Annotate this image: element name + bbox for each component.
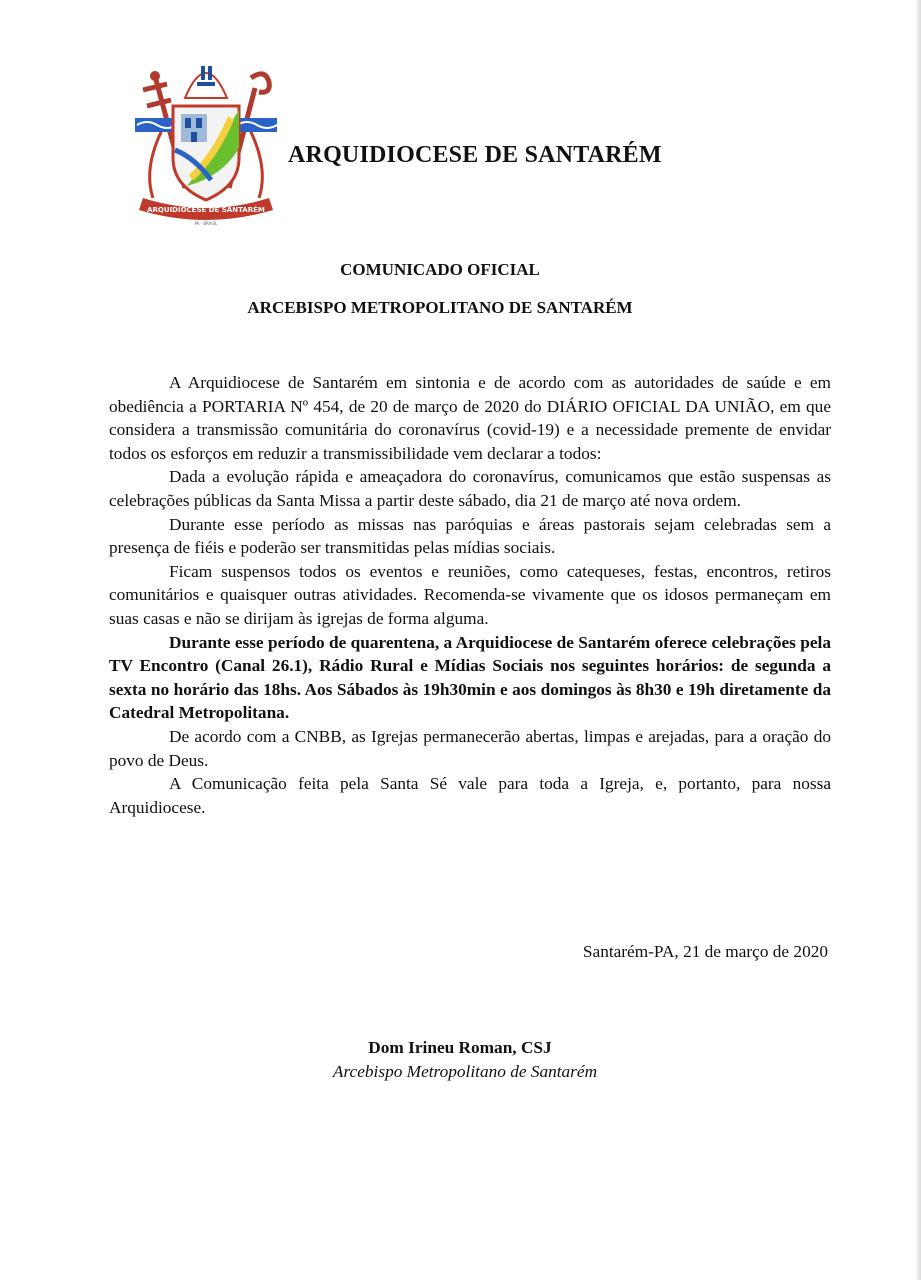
paragraph: Ficam suspensos todos os eventos e reuniões, como catequeses, festas, encontros, retiros comunitários e quaisquer outras atividades. Recomenda-se vivamente que os idosos permaneçam em suas casas e não se dirijam às igrejas de forma alguma. (109, 561, 831, 628)
svg-text:ARQUIDIOCESE DE SANTARÉM: ARQUIDIOCESE DE SANTARÉM (147, 206, 265, 214)
signature-title: Arcebispo Metropolitano de Santarém (332, 1062, 598, 1081)
document-title: COMUNICADO OFICIAL (340, 260, 540, 279)
svg-text:PA · BRASIL: PA · BRASIL (194, 221, 218, 226)
document-body (109, 371, 831, 819)
document-subtitle: ARCEBISPO METROPOLITANO DE SANTARÉM (247, 298, 633, 317)
paragraph: Dada a evolução rápida e ameaçadora do coronavírus, comunicamos que estão suspensas as celebrações públicas da Santa Missa a partir deste sábado, dia 21 de março até nova ordem. (109, 467, 831, 510)
paragraph: Durante esse período as missas nas paróquias e áreas pastorais sejam celebradas sem a presença de fiéis e poderão ser transmitidas pelas mídias sociais. (109, 514, 831, 558)
date-line: Santarém-PA, 21 de março de 2020 (582, 942, 828, 961)
paragraph: A Comunicação feita pela Santa Sé vale para toda a Igreja, e, portanto, para nossa Arquidiocese. (109, 774, 831, 817)
organization-name: ARQUIDIOCESE DE SANTARÉM (288, 142, 662, 168)
page-edge-shadow (915, 0, 921, 1280)
paragraph-highlight-schedule: Durante esse período de quarentena, a Arquidiocese de Santarém oferece celebrações pela TV Encontro (Canal 26.1), Rádio Rural e Mídias Sociais nos seguintes horários: de segunda a sexta no horário das 18hs. Aos Sábados às 19h30min e aos domingos às 8h30 e 19h diretamente da Catedral Metropolitana. (109, 632, 831, 723)
paragraph: A Arquidiocese de Santarém em sintonia e de acordo com as autoridades de saúde e em obediência a PORTARIA Nº 454, de 20 de março de 2020 do DIÁRIO OFICIAL DA UNIÃO, em que considera a transmissão comunitária do coronavírus (covid-19) e a necessidade premente de envidar todos os esforços em reduzir a transmissibilidade vem declarar a todos: (109, 373, 831, 463)
archdiocese-coat-of-arms-logo (133, 48, 279, 228)
paragraph: De acordo com a CNBB, as Igrejas permanecerão abertas, limpas e arejadas, para a oração do povo de Deus. (109, 726, 831, 770)
signature-name: Dom Irineu Roman, CSJ (368, 1038, 552, 1057)
